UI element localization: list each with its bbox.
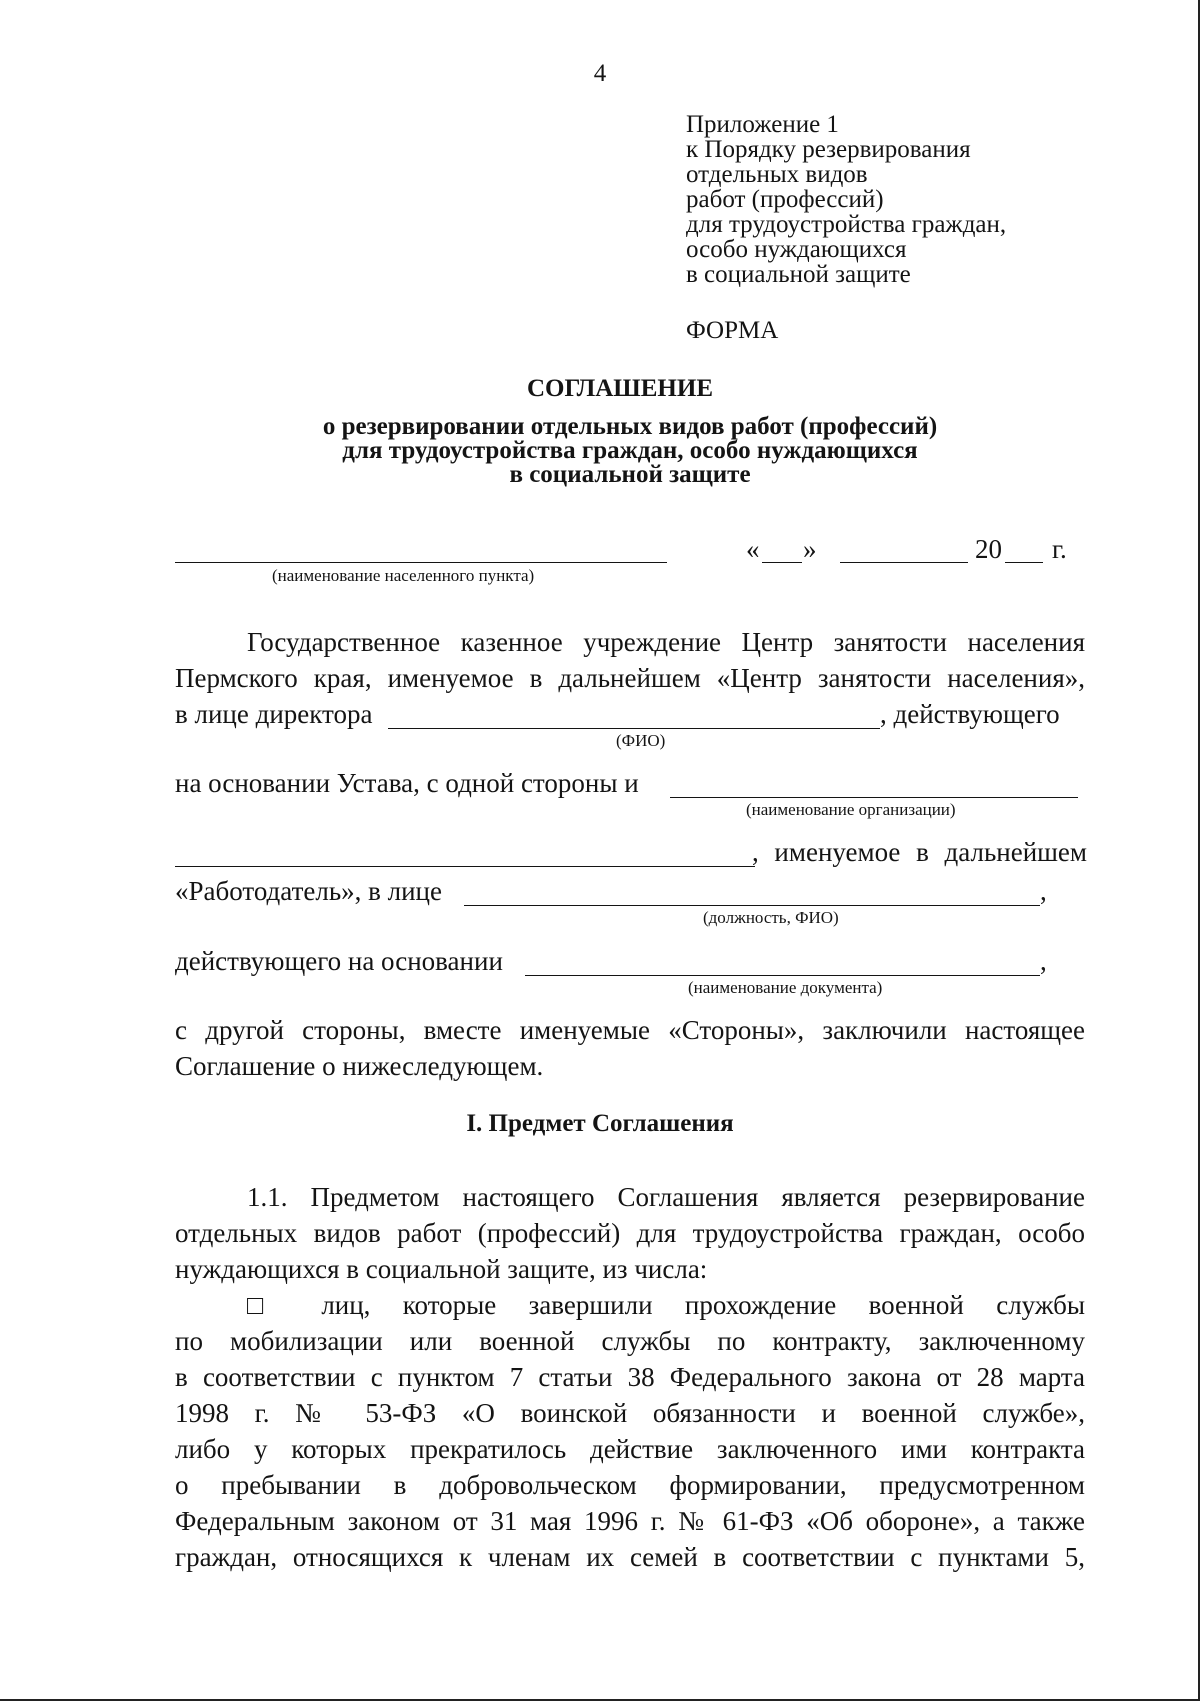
appendix-line: особо нуждающихся [686, 236, 907, 263]
appendix-line: работ (профессий) [686, 186, 884, 213]
paragraph-line: отдельных видов работ (профессий) для трудоустройства граждан, особо [175, 1218, 1085, 1248]
director-blank-line [388, 728, 880, 729]
closing-line: с другой стороны, вместе именуемые «Стороны», заключили настоящее [175, 1015, 1085, 1045]
appendix-line: отдельных видов [686, 161, 868, 188]
position-caption: (должность, ФИО) [703, 908, 839, 927]
preamble-text [175, 624, 1085, 696]
bullet-text: лиц, которые завершили прохождение военной службы [321, 1290, 1085, 1320]
paragraph-line: 1.1. Предметом настоящего Соглашения является резервирование [247, 1182, 1085, 1212]
date-quote-close: » [803, 534, 817, 564]
named-suffix: , именуемое в дальнейшем [752, 837, 1087, 867]
bullet-line: граждан, относящихся к членам их семей в соответствии с пунктами 5, [175, 1542, 1085, 1572]
acting-prefix: действующего на основании [175, 946, 503, 976]
subtitle-line: о резервировании отдельных видов работ (профессий) [322, 413, 938, 440]
month-blank-line [840, 562, 968, 563]
checkbox-bullet-icon: □ [247, 1290, 289, 1320]
subtitle-line: в социальной защите [509, 461, 751, 488]
bullet-line: в соответствии с пунктом 7 статьи 38 Федерального закона от 28 марта [175, 1362, 1085, 1392]
year-prefix: 20 [975, 534, 1002, 564]
acting-suffix: , [1040, 946, 1047, 976]
appendix-line: в социальной защите [686, 261, 911, 288]
form-label: ФОРМА [686, 317, 779, 344]
preamble-closing [175, 1012, 1085, 1084]
bullet-line: о пребывании в добровольческом формировании, предусмотренном [175, 1470, 1085, 1500]
document-caption: (наименование документа) [688, 978, 883, 997]
year-suffix: г. [1052, 534, 1067, 564]
appendix-line: к Порядку резервирования [686, 136, 971, 163]
organization-blank-line [670, 797, 1078, 798]
basis-prefix: на основании Устава, с одной стороны и [175, 768, 639, 798]
year-blank-line [1005, 562, 1043, 563]
document-blank-line [525, 975, 1040, 976]
bullet-line: по мобилизации или военной службы по контракту, заключенному [175, 1326, 1085, 1356]
bullet-line: Федеральным законом от 31 мая 1996 г. № 61-ФЗ «Об обороне», а также [175, 1506, 1085, 1536]
preamble-line: Пермского края, именуемое в дальнейшем «Центр занятости населения», [175, 663, 1085, 693]
appendix-line: Приложение 1 [686, 111, 839, 138]
fio-caption: (ФИО) [616, 731, 666, 750]
employer-suffix: , [1040, 876, 1047, 906]
preamble-line: Государственное казенное учреждение Центр занятости населения [247, 627, 1085, 657]
employer-blank-line [464, 905, 1040, 906]
bullet-line [175, 1287, 1085, 1323]
director-suffix: , действующего [880, 699, 1060, 729]
day-blank-line [762, 562, 802, 563]
place-caption: (наименование населенного пункта) [272, 566, 535, 585]
section-heading: I. Предмет Соглашения [466, 1110, 734, 1137]
subtitle-line: для трудоустройства граждан, особо нуждающихся [342, 437, 918, 464]
paragraph-line: нуждающихся в социальной защите, из числа: [175, 1254, 708, 1284]
organization-name-blank-line [175, 866, 755, 867]
bullet-line: 1998 г. № 53-ФЗ «О воинской обязанности и военной службе», [175, 1398, 1085, 1428]
section-paragraph [175, 1179, 1085, 1575]
document-title: СОГЛАШЕНИЕ [526, 375, 713, 402]
place-blank-line [175, 562, 667, 563]
organization-caption: (наименование организации) [746, 800, 956, 819]
bullet-line: либо у которых прекратилось действие заключенного ими контракта [175, 1434, 1085, 1464]
date-quote-open: « [746, 534, 760, 564]
closing-line: Соглашение о нижеследующем. [175, 1051, 544, 1081]
director-prefix: в лице директора [175, 699, 373, 729]
appendix-block [686, 112, 1006, 287]
document-subtitle [0, 415, 1200, 487]
employer-prefix: «Работодатель», в лице [175, 876, 442, 906]
page-number: 4 [593, 60, 607, 87]
appendix-line: для трудоустройства граждан, [686, 211, 1007, 238]
